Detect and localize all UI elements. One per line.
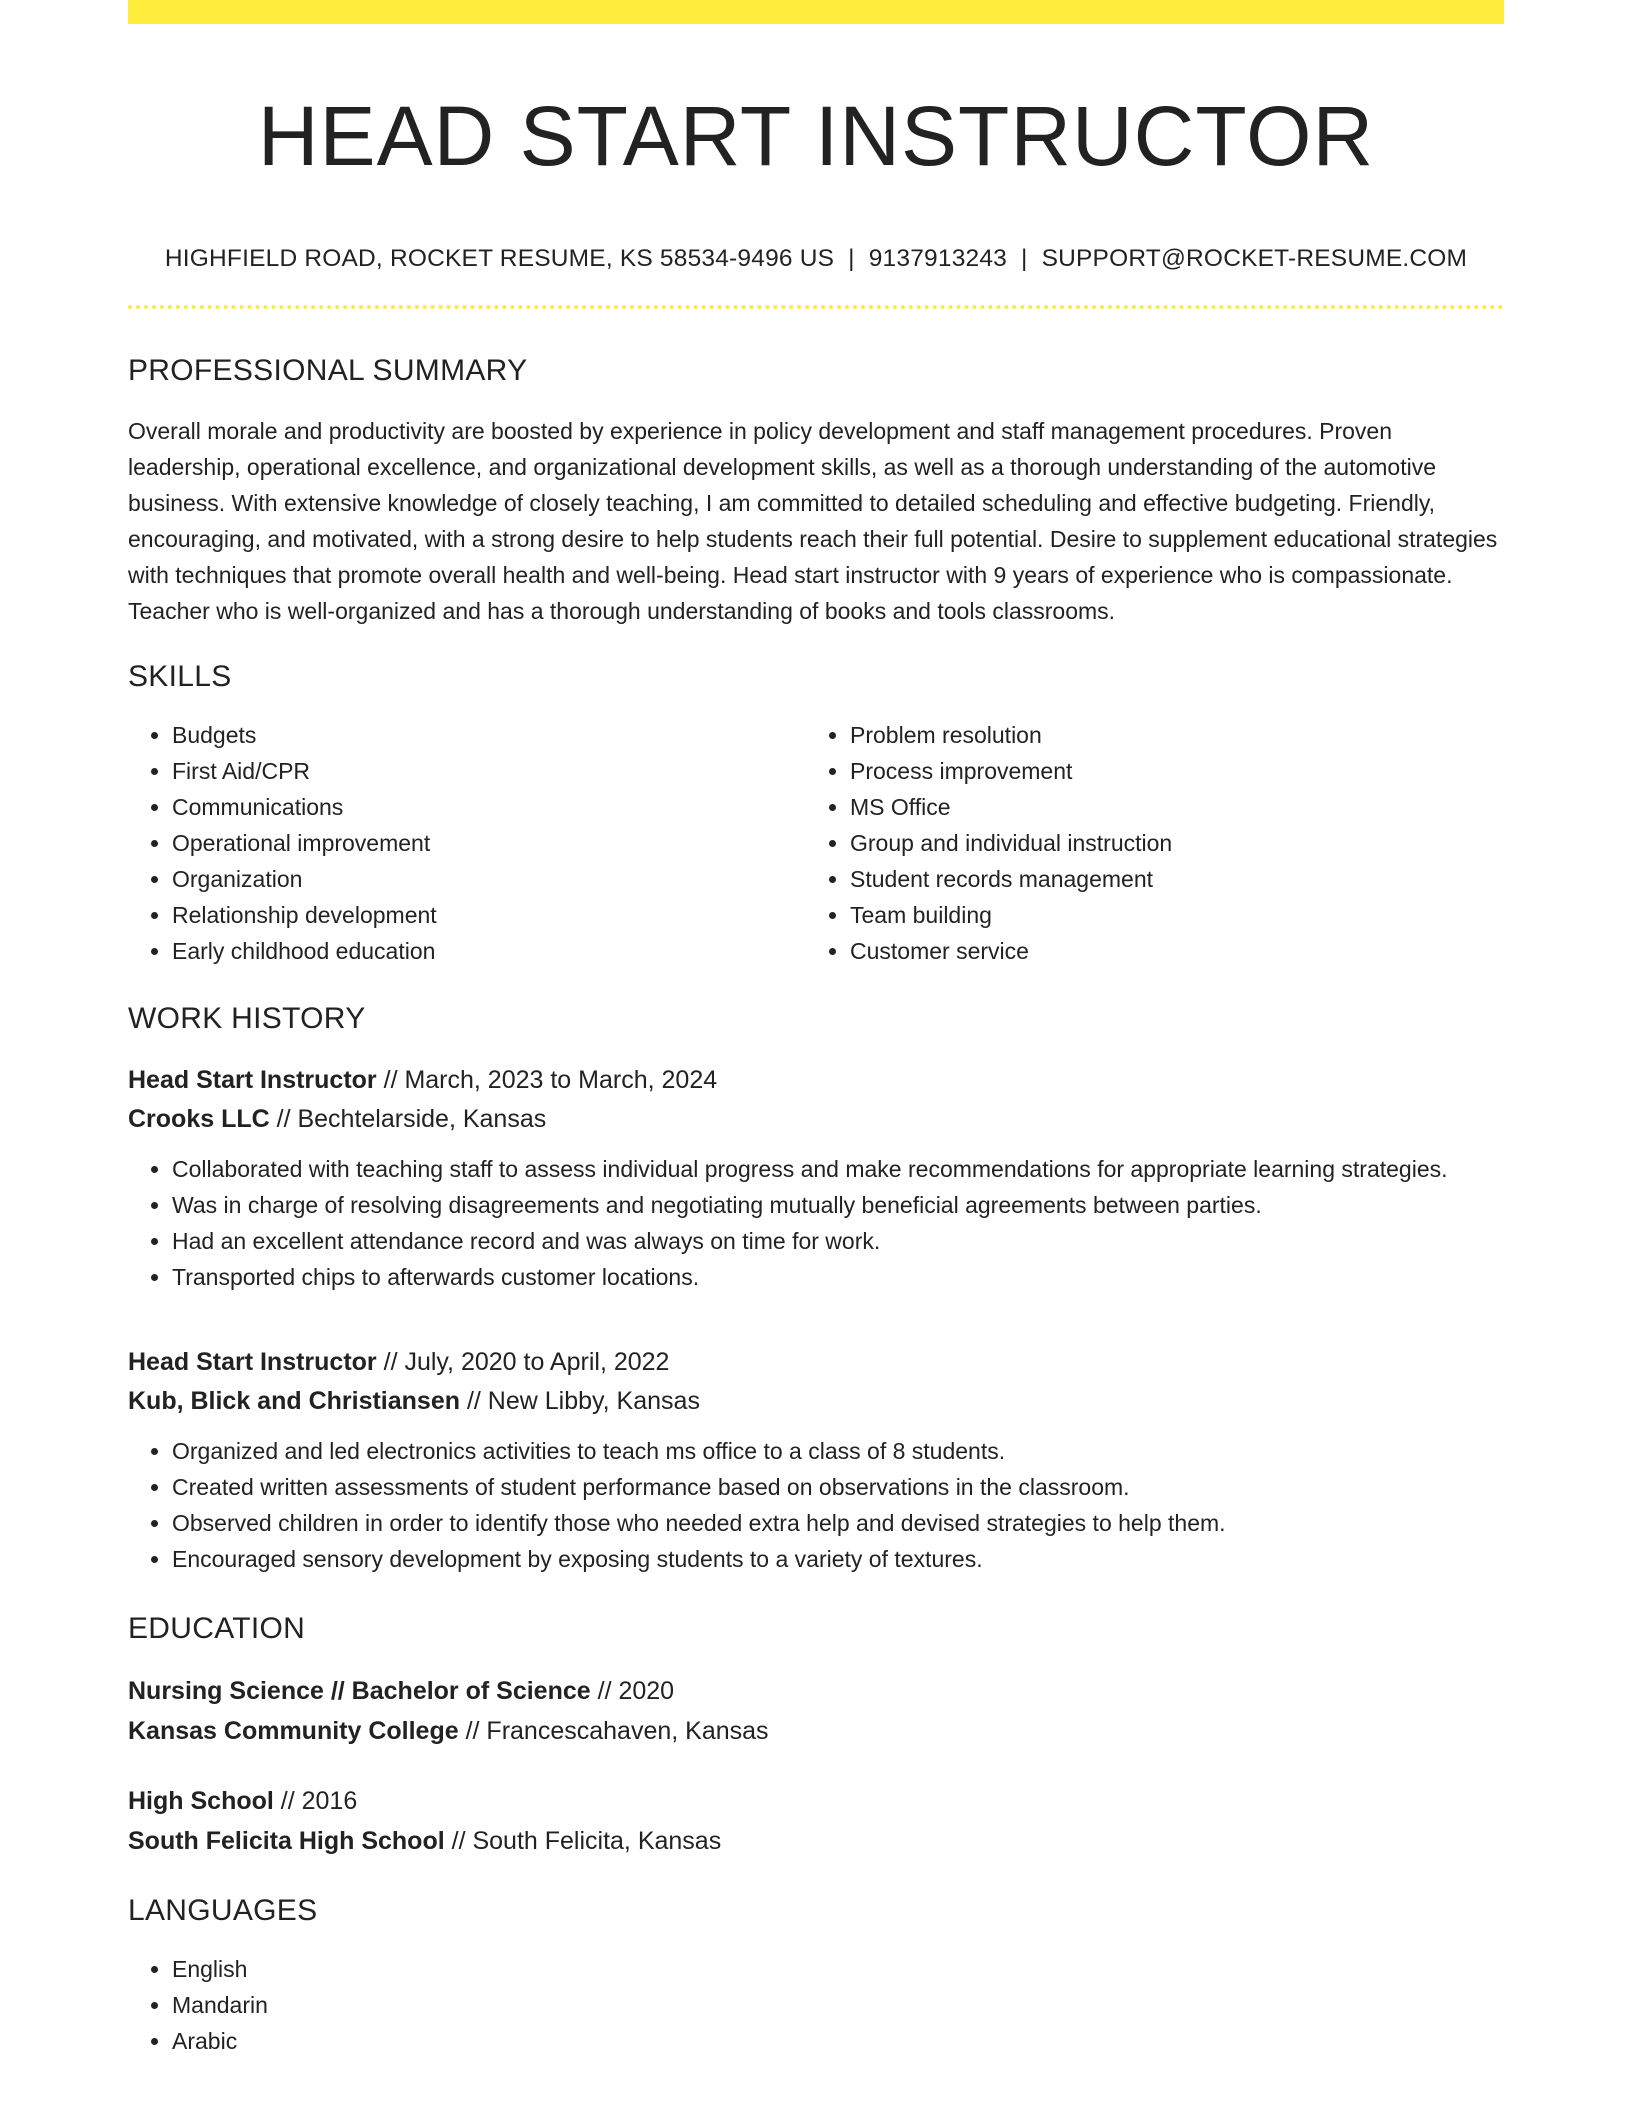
education-entry <box>128 1671 1504 1751</box>
education-school-line <box>128 1711 1504 1751</box>
skill-item: • Process improvement <box>850 753 1484 789</box>
phone-number: 9137913243 <box>868 244 1007 272</box>
email-address[interactable]: SUPPORT@ROCKET-RESUME.COM <box>1041 244 1468 272</box>
job-bullet: • Organized and led electronics activities to teach ms office to a class of 8 students. <box>172 1433 1504 1469</box>
skill-item: • Student records management <box>850 861 1484 897</box>
skills-columns <box>128 717 1504 969</box>
skill-item: • First Aid/CPR <box>172 753 806 789</box>
skill-item: • Budgets <box>172 717 806 753</box>
job-bullets <box>128 1151 1504 1295</box>
skill-item: • Group and individual instruction <box>850 825 1484 861</box>
job-role: Head Start Instructor <box>128 1065 377 1094</box>
job-dates: // July, 2020 to April, 2022 <box>376 1347 670 1376</box>
languages-list <box>128 1951 1504 2059</box>
job-company: Kub, Blick and Christiansen <box>128 1386 461 1415</box>
job-bullet: • Created written assessments of student performance based on observations in the classroom. <box>172 1469 1504 1505</box>
skill-item: • Communications <box>172 789 806 825</box>
job-entry <box>128 1061 1504 1295</box>
skill-item: • Early childhood education <box>172 933 806 969</box>
skills-list-right <box>806 717 1484 969</box>
job-bullet: • Encouraged sensory development by exposing students to a variety of textures. <box>172 1541 1504 1577</box>
education-location: // South Felicita, Kansas <box>444 1826 722 1855</box>
languages-heading: LANGUAGES <box>128 1893 318 1927</box>
job-bullet: • Was in charge of resolving disagreements and negotiating mutually beneficial agreements between parties. <box>172 1187 1504 1223</box>
education-year: // 2020 <box>590 1676 675 1705</box>
language-item: • Mandarin <box>172 1987 1504 2023</box>
education-degree: Nursing Science // Bachelor of Science <box>128 1676 591 1705</box>
education-degree: High School <box>128 1786 274 1815</box>
skill-item: • Problem resolution <box>850 717 1484 753</box>
education-heading: EDUCATION <box>128 1611 306 1645</box>
job-company: Crooks LLC <box>128 1104 270 1133</box>
contact-line <box>128 243 1504 275</box>
contact-separator: | <box>848 244 855 272</box>
job-title-line <box>128 1061 1504 1100</box>
education-school: South Felicita High School <box>128 1826 445 1855</box>
job-bullet: • Had an excellent attendance record and was always on time for work. <box>172 1223 1504 1259</box>
job-bullet: • Transported chips to afterwards customer locations. <box>172 1259 1504 1295</box>
education-year: // 2016 <box>273 1786 358 1815</box>
education-location: // Francescahaven, Kansas <box>458 1716 769 1745</box>
resume-page <box>128 0 1504 2059</box>
skill-item: • Operational improvement <box>172 825 806 861</box>
job-entry <box>128 1343 1504 1577</box>
job-location: // Bechtelarside, Kansas <box>269 1104 547 1133</box>
job-dates: // March, 2023 to March, 2024 <box>376 1065 718 1094</box>
skill-item: • Customer service <box>850 933 1484 969</box>
skill-item: • MS Office <box>850 789 1484 825</box>
skills-heading: SKILLS <box>128 659 232 693</box>
language-item: • English <box>172 1951 1504 1987</box>
skill-item: • Team building <box>850 897 1484 933</box>
skill-item: • Relationship development <box>172 897 806 933</box>
top-accent-bar <box>128 0 1504 24</box>
summary-heading: PROFESSIONAL SUMMARY <box>128 353 528 387</box>
work-history-heading: WORK HISTORY <box>128 1001 366 1035</box>
contact-separator: | <box>1021 244 1028 272</box>
job-bullets <box>128 1433 1504 1577</box>
job-title-line <box>128 1343 1504 1382</box>
language-item: • Arabic <box>172 2023 1504 2059</box>
education-degree-line <box>128 1781 1504 1821</box>
job-bullet: • Observed children in order to identify those who needed extra help and devised strategies to help them. <box>172 1505 1504 1541</box>
education-school: Kansas Community College <box>128 1716 459 1745</box>
education-school-line <box>128 1821 1504 1861</box>
summary-text: Overall morale and productivity are boosted by experience in policy development and staff management procedures. Proven leadership, operational excellence, and organizational development skills, as well as a thorough understanding of the automotive business. With extensive knowledge of closely teaching, I am committed to detailed scheduling and effective budgeting. Friendly, encouraging, and motivated, with a strong desire to help students reach their full potential. Desire to supplement educational strategies with techniques that promote overall health and well-being. Head start instructor with 9 years of experience who is compassionate. Teacher who is well-organized and has a thorough understanding of books and tools classrooms. <box>128 417 1498 624</box>
job-company-line <box>128 1100 1504 1139</box>
job-bullet: • Collaborated with teaching staff to assess individual progress and make recommendations for appropriate learning strategies. <box>172 1151 1504 1187</box>
address: HIGHFIELD ROAD, ROCKET RESUME, KS 58534-9496 US <box>164 244 835 272</box>
dotted-divider <box>128 305 1504 309</box>
job-location: // New Libby, Kansas <box>460 1386 700 1415</box>
skills-list-left <box>128 717 806 969</box>
education-entry <box>128 1781 1504 1861</box>
skill-item: • Organization <box>172 861 806 897</box>
job-role: Head Start Instructor <box>128 1347 377 1376</box>
job-company-line <box>128 1382 1504 1421</box>
education-degree-line <box>128 1671 1504 1711</box>
candidate-name: HEAD START INSTRUCTOR <box>257 89 1375 183</box>
